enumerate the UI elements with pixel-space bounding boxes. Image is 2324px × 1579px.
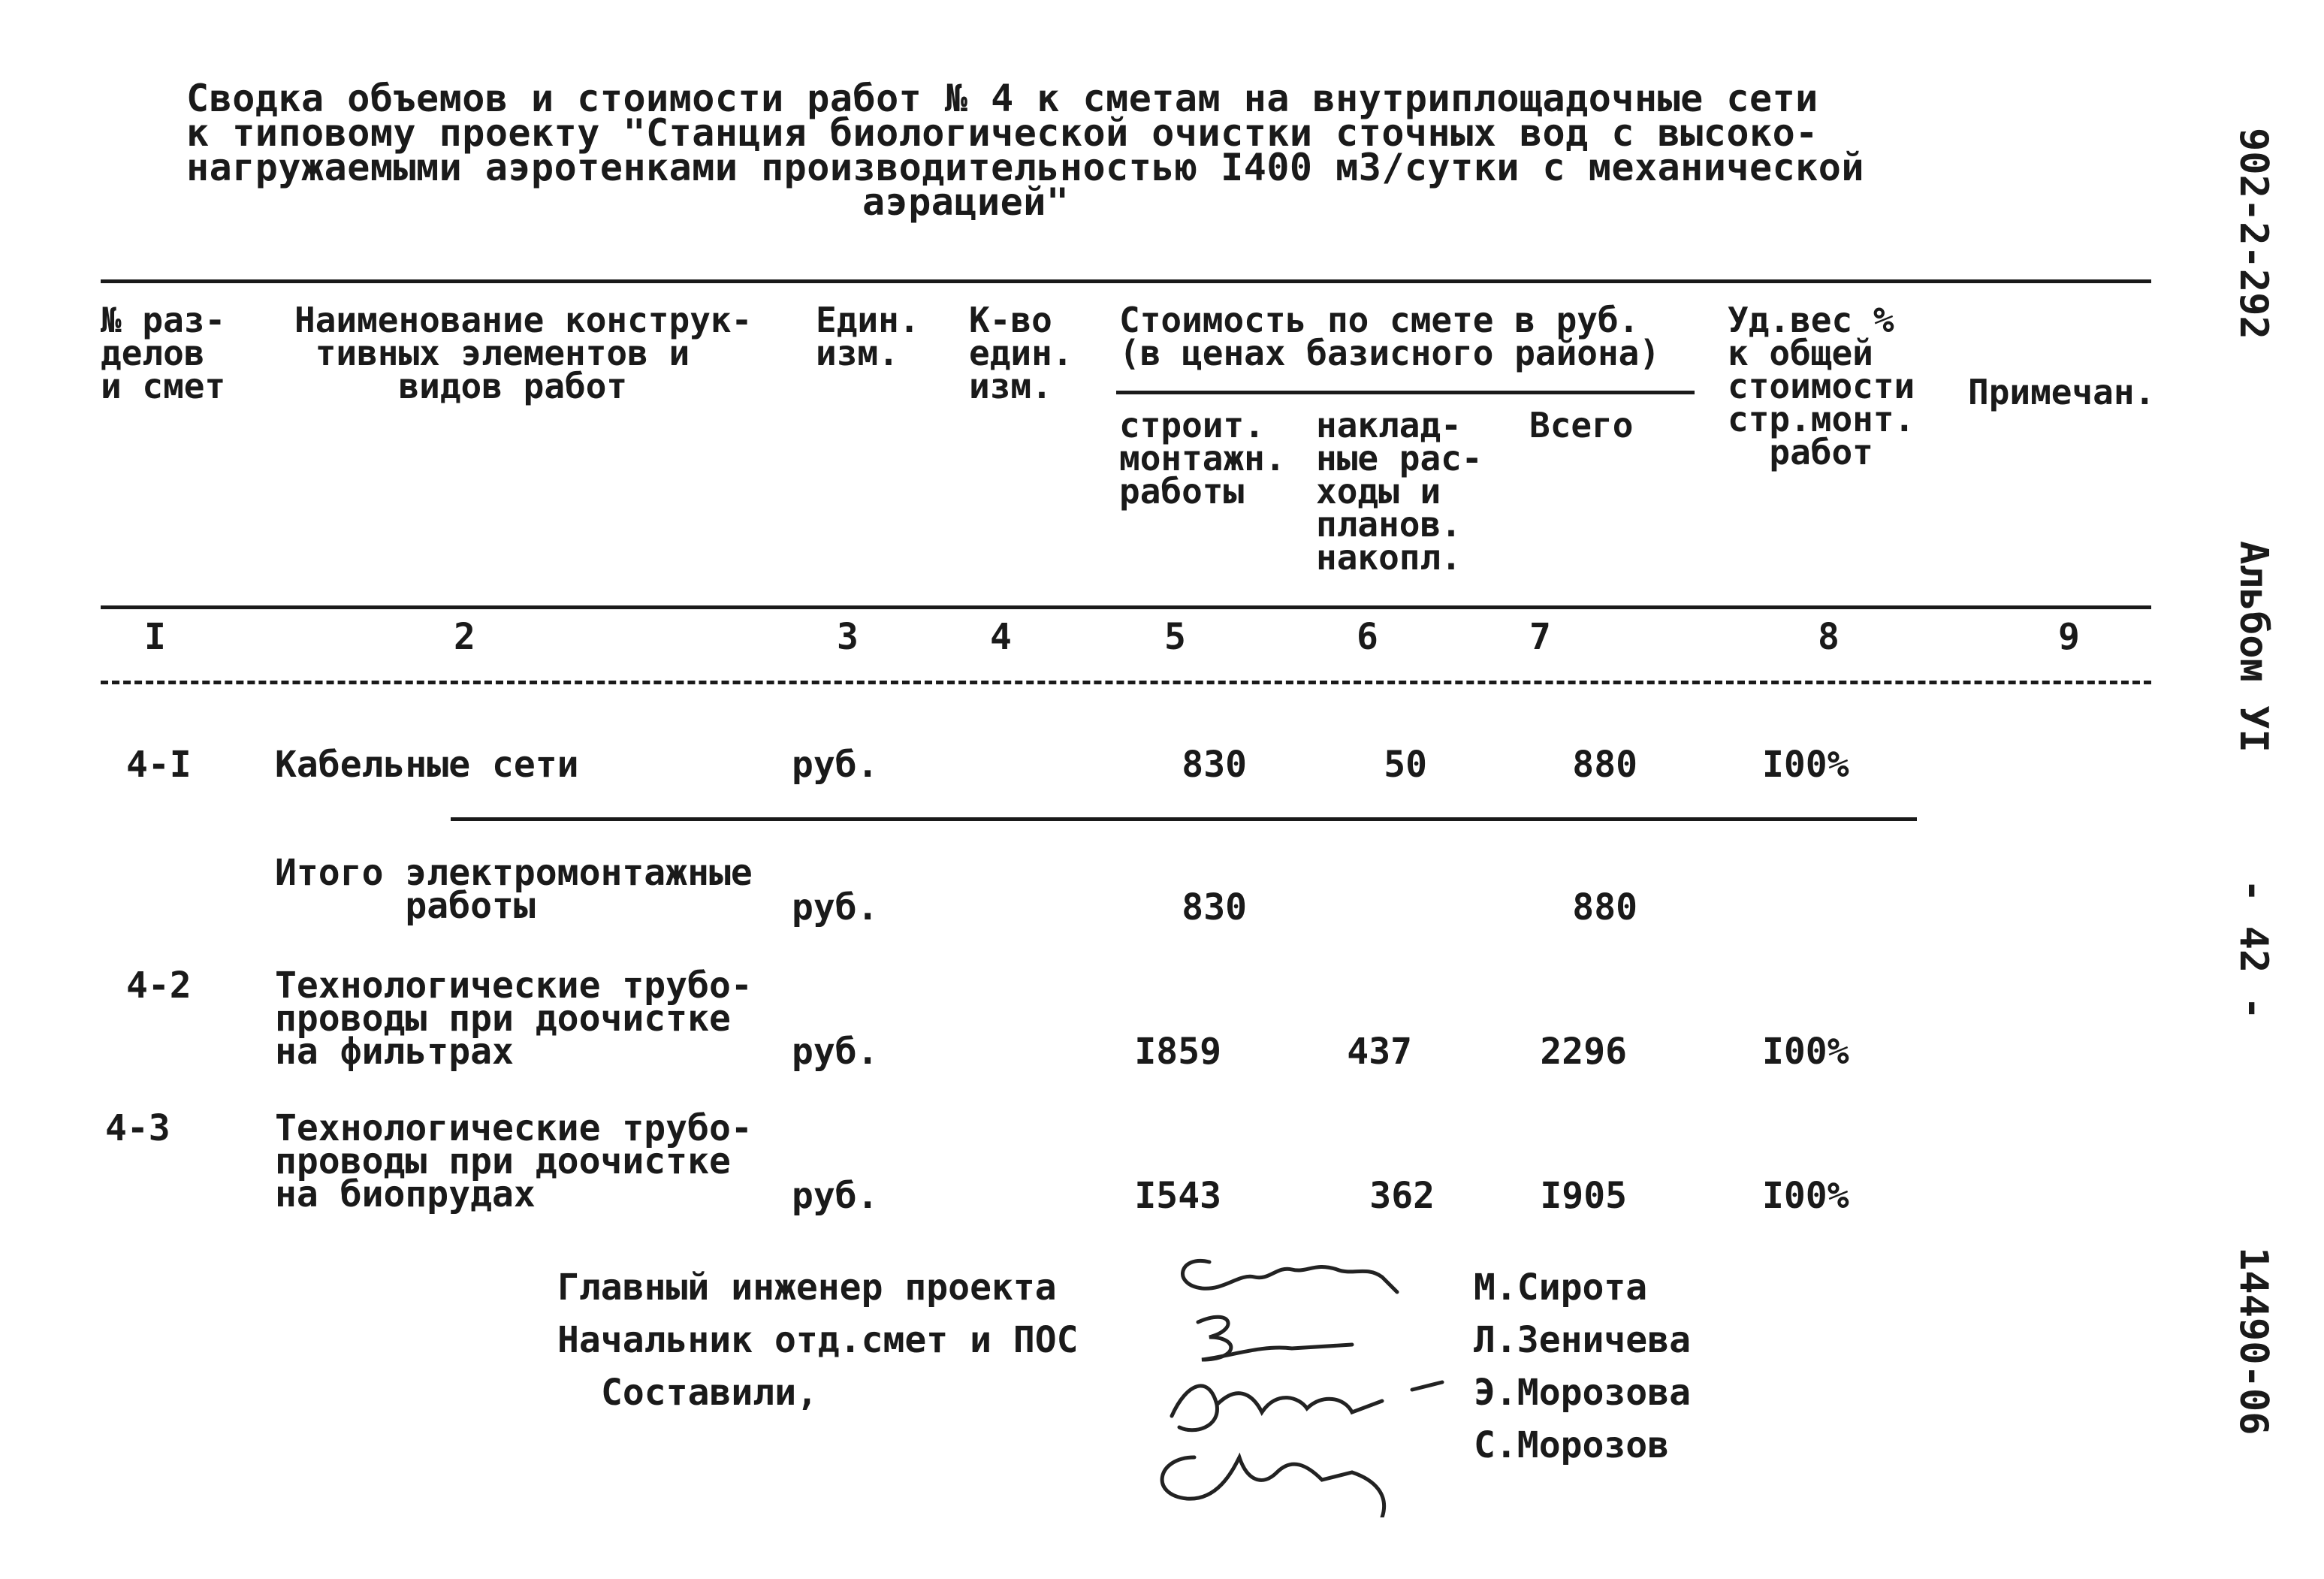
column-number-4: 4: [990, 616, 1012, 658]
signer-name-1: М.Сирота: [1474, 1267, 1648, 1309]
row-total-cost: 2296: [1540, 1031, 1627, 1073]
row-work-name: Технологические трубо- проводы при доочистке на биопрудах: [275, 1107, 753, 1215]
header-unit: Един. изм.: [816, 300, 920, 373]
side-page-number: - 42 -: [2231, 879, 2276, 1020]
header-quantity: К-во един. изм.: [969, 300, 1073, 406]
signer-name-2: Л.Зеничева: [1474, 1319, 1691, 1361]
column-number-1: I: [144, 616, 166, 658]
row-construction-cost: 830: [1182, 744, 1247, 786]
row-unit: руб.: [792, 744, 879, 786]
header-total: Всего: [1529, 405, 1634, 445]
side-project-code: 902-2-292: [2231, 128, 2276, 340]
title-line-1: Сводка объемов и стоимости работ № 4 к сметам на внутриплощадочные сети: [186, 77, 1818, 120]
header-overhead: наклад- ные рас- ходы и планов. накопл.: [1316, 405, 1483, 578]
row-construction-cost: I859: [1134, 1031, 1221, 1073]
row-section-id: 4-I: [126, 744, 192, 786]
side-inventory-number: 14490-06: [2231, 1247, 2276, 1436]
column-number-2: 2: [454, 616, 475, 658]
column-number-3: 3: [837, 616, 859, 658]
role-chief-engineer: Главный инженер проекта: [557, 1267, 1057, 1309]
signer-name-3: Э.Морозова: [1474, 1372, 1691, 1414]
row-total-cost: I905: [1540, 1175, 1627, 1217]
row-share: I00%: [1762, 1175, 1849, 1217]
row-work-name: Итого электромонтажные работы: [275, 852, 753, 927]
title-line-4: аэрацией": [862, 180, 1070, 224]
column-number-9: 9: [2058, 616, 2080, 658]
header-work-name: Наименование конструк- тивных элементов и видов работ: [294, 300, 753, 406]
column-number-8: 8: [1818, 616, 1840, 658]
row-total-cost: 880: [1572, 886, 1637, 928]
role-estimates-head: Начальник отд.смет и ПОС: [557, 1319, 1079, 1361]
column-number-5: 5: [1164, 616, 1186, 658]
signer-name-4: С.Морозов: [1474, 1424, 1670, 1466]
row-construction-cost: 830: [1182, 886, 1247, 928]
column-numbers-rule: [101, 681, 2151, 684]
header-cost-group: Стоимость по смете в руб. (в ценах базисного района): [1119, 300, 1661, 373]
row-section-id: 4-2: [126, 965, 192, 1007]
title-line-3: нагружаемыми аэротенками производительностью I400 м3/сутки с механической: [186, 146, 1864, 189]
cost-group-rule: [1116, 391, 1695, 394]
header-construction-works: строит. монтажн. работы: [1119, 405, 1286, 512]
title-line-2: к типовому проекту "Станция биологической очистки сточных вод с высоко-: [186, 111, 1818, 155]
row-overhead-cost: 362: [1369, 1175, 1435, 1217]
document-title: [186, 77, 1864, 224]
row-unit: руб.: [792, 1175, 879, 1217]
subtotal-rule: [451, 817, 1917, 821]
row-unit: руб.: [792, 886, 879, 928]
header-section-number: № раз- делов и смет: [101, 300, 226, 406]
row-section-id: 4-3: [105, 1107, 171, 1149]
row-work-name: Кабельные сети: [275, 744, 579, 786]
row-unit: руб.: [792, 1031, 879, 1073]
row-share: I00%: [1762, 1031, 1849, 1073]
header-notes: Примечан.: [1968, 372, 2156, 412]
row-share: I00%: [1762, 744, 1849, 786]
role-compiled-by: Составили,: [601, 1372, 818, 1414]
row-construction-cost: I543: [1134, 1175, 1221, 1217]
column-number-6: 6: [1357, 616, 1378, 658]
header-bottom-rule: [101, 605, 2151, 609]
header-share: Уд.вес % к общей стоимости стр.монт. работ: [1728, 300, 1915, 472]
side-album: Альбом УI: [2231, 541, 2276, 753]
row-total-cost: 880: [1572, 744, 1637, 786]
table-top-rule: [101, 279, 2151, 283]
column-number-7: 7: [1529, 616, 1551, 658]
row-overhead-cost: 50: [1384, 744, 1427, 786]
row-work-name: Технологические трубо- проводы при доочистке на фильтрах: [275, 965, 753, 1073]
row-overhead-cost: 437: [1347, 1031, 1412, 1073]
handwritten-signatures: [1127, 1232, 1472, 1517]
